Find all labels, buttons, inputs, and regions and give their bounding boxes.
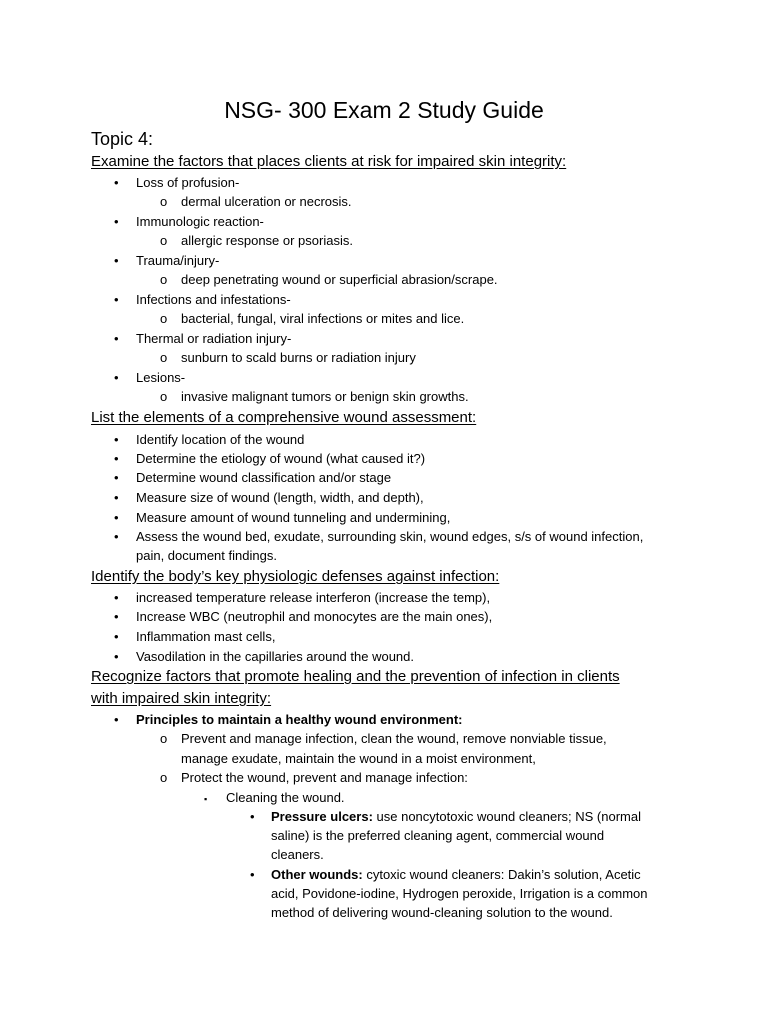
list-item: Thermal or radiation injury- [136, 331, 292, 346]
list-item: Infections and infestations- [136, 292, 291, 307]
section-heading-healing-line1: Recognize factors that promote healing and the prevention of infection in clients [91, 668, 620, 685]
bullet-icon: • [114, 529, 119, 544]
nested-list-item-pressure [271, 807, 641, 826]
list-item: Measure amount of wound tunneling and undermining, [136, 510, 451, 525]
topic-heading: Topic 4: [91, 129, 154, 149]
list-item: increased temperature release interferon (increase the temp), [136, 590, 491, 605]
section-heading-wound-assessment: List the elements of a comprehensive wound assessment: [91, 409, 477, 426]
circle-bullet-icon: o [160, 272, 168, 287]
list-item: Loss of profusion- [136, 175, 240, 190]
list-item: Measure size of wound (length, width, and depth), [136, 490, 424, 505]
bullet-icon: • [114, 292, 119, 307]
section-heading-healing-line2: with impaired skin integrity: [91, 690, 272, 707]
list-item: Vasodilation in the capillaries around the wound. [136, 649, 414, 664]
bullet-icon: • [114, 331, 119, 346]
sub-list-item: invasive malignant tumors or benign skin growths. [181, 389, 469, 404]
bullet-icon: • [114, 175, 119, 190]
list-item-principles: Principles to maintain a healthy wound environment: [136, 712, 463, 727]
sub-list-item: bacterial, fungal, viral infections or mites and lice. [181, 311, 465, 326]
list-item: Trauma/injury- [136, 253, 220, 268]
nested-list-item-continuation: cleaners. [271, 847, 324, 862]
circle-bullet-icon: o [160, 389, 168, 404]
bullet-icon: • [114, 629, 119, 644]
circle-bullet-icon: o [160, 731, 168, 746]
sub-list-item: sunburn to scald burns or radiation injury [181, 350, 416, 365]
bullet-icon: • [114, 451, 119, 466]
list-item: Increase WBC (neutrophil and monocytes are the main ones), [136, 609, 493, 624]
sub-list-item: Prevent and manage infection, clean the wound, remove nonviable tissue, [181, 731, 607, 746]
sub-sub-list-item: Cleaning the wound. [226, 790, 345, 805]
bullet-icon: • [114, 510, 119, 525]
pressure-ulcers-text: use noncytotoxic wound cleaners; NS (normal [372, 809, 641, 824]
bullet-icon: • [250, 867, 255, 882]
sub-list-item: Protect the wound, prevent and manage infection: [181, 770, 468, 785]
list-item: Identify location of the wound [136, 432, 305, 447]
nested-list-item-other [271, 865, 641, 884]
circle-bullet-icon: o [160, 350, 168, 365]
list-item-continuation: pain, document findings. [136, 548, 277, 563]
list-item: Determine wound classification and/or stage [136, 470, 392, 485]
other-wounds-text: cytoxic wound cleaners: Dakin’s solution, Acetic [362, 867, 641, 882]
section-heading-defenses: Identify the body’s key physiologic defenses against infection: [91, 568, 500, 585]
sub-list-item: dermal ulceration or necrosis. [181, 194, 352, 209]
document-title: NSG- 300 Exam 2 Study Guide [224, 97, 544, 123]
bullet-icon: • [114, 253, 119, 268]
circle-bullet-icon: o [160, 194, 168, 209]
bullet-icon: • [114, 432, 119, 447]
circle-bullet-icon: o [160, 311, 168, 326]
bullet-icon: • [114, 214, 119, 229]
bullet-icon: • [114, 712, 119, 727]
bullet-icon: • [114, 609, 119, 624]
circle-bullet-icon: o [160, 770, 168, 785]
pressure-ulcers-label: Pressure ulcers: [271, 809, 373, 824]
bullet-icon: • [114, 470, 119, 485]
bullet-icon: • [114, 590, 119, 605]
circle-bullet-icon: o [160, 233, 168, 248]
bullet-icon: • [250, 809, 255, 824]
nested-list-item-continuation: method of delivering wound-cleaning solution to the wound. [271, 905, 613, 920]
nested-list-item-continuation: acid, Povidone-iodine, Hydrogen peroxide, Irrigation is a common [271, 886, 648, 901]
bullet-icon: • [114, 490, 119, 505]
list-item: Assess the wound bed, exudate, surrounding skin, wound edges, s/s of wound infection, [136, 529, 644, 544]
sub-list-item-continuation: manage exudate, maintain the wound in a moist environment, [181, 751, 536, 766]
square-bullet-icon: ▪ [204, 794, 208, 804]
bullet-icon: • [114, 370, 119, 385]
sub-list-item: deep penetrating wound or superficial abrasion/scrape. [181, 272, 498, 287]
other-wounds-label: Other wounds: [271, 867, 363, 882]
list-item: Inflammation mast cells, [136, 629, 276, 644]
sub-list-item: allergic response or psoriasis. [181, 233, 353, 248]
section-heading-risk-factors: Examine the factors that places clients at risk for impaired skin integrity: [91, 153, 567, 170]
list-item: Determine the etiology of wound (what caused it?) [136, 451, 426, 466]
nested-list-item-continuation: saline) is the preferred cleaning agent, commercial wound [271, 828, 605, 843]
list-item: Lesions- [136, 370, 186, 385]
list-item: Immunologic reaction- [136, 214, 264, 229]
bullet-icon: • [114, 649, 119, 664]
